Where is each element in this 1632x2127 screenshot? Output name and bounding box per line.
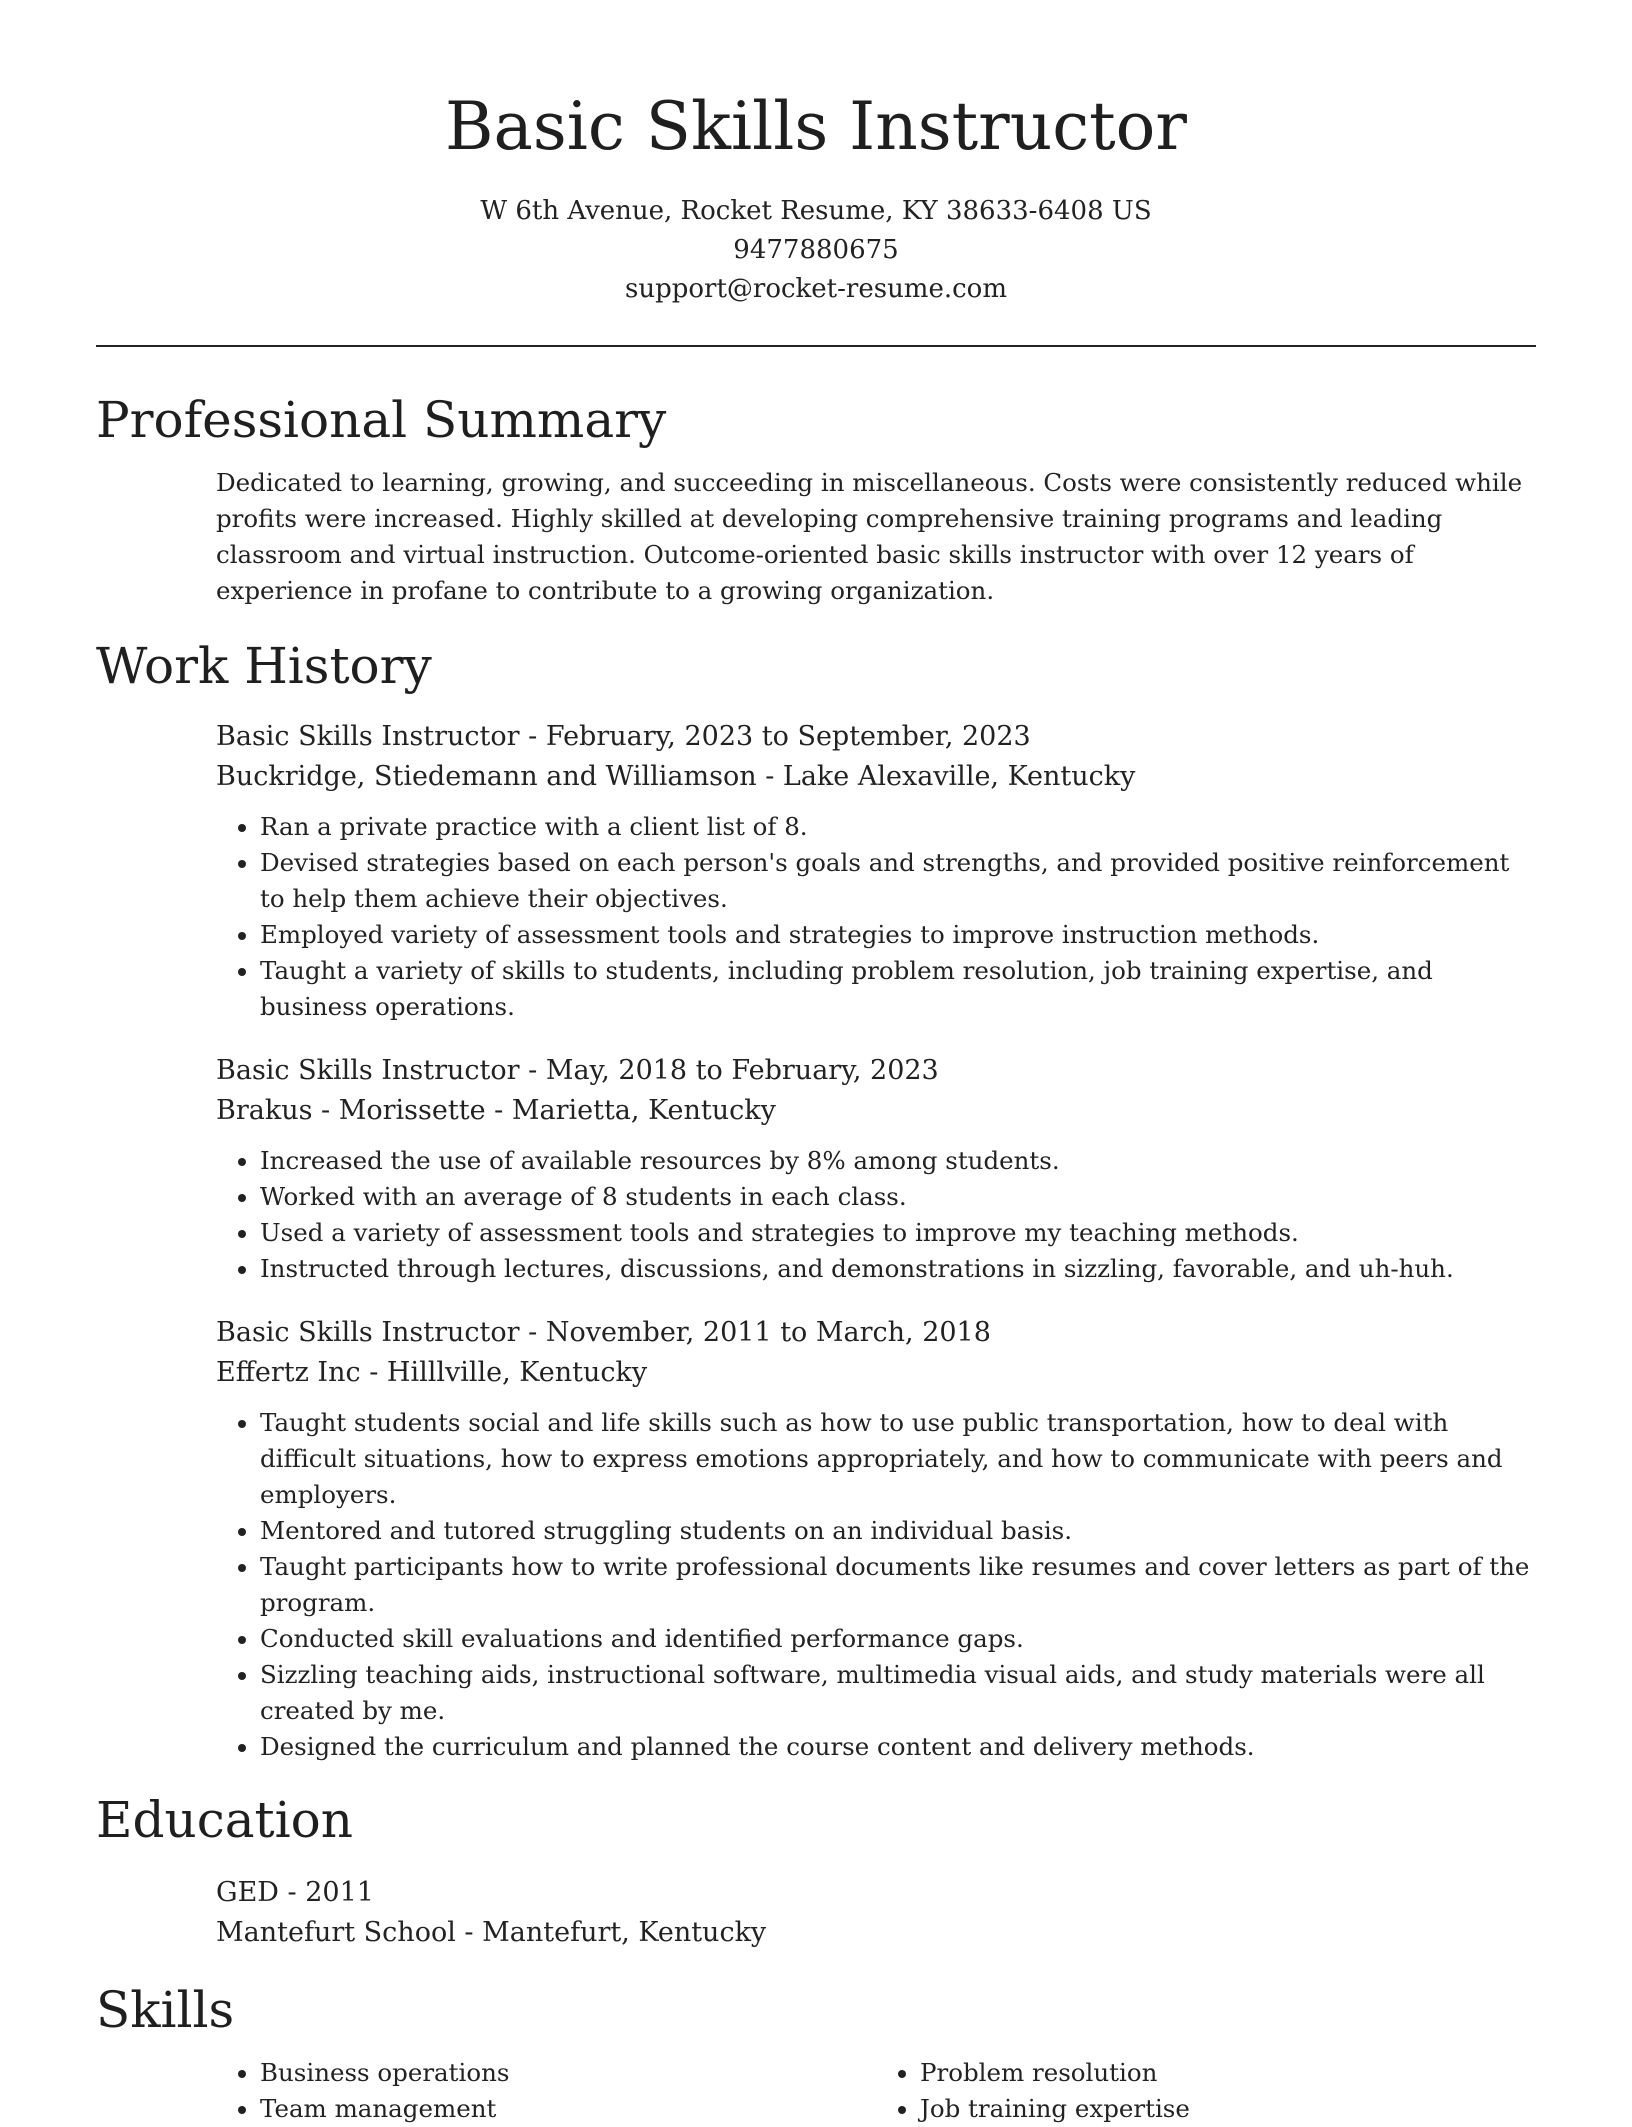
work-history-heading: Work History <box>96 637 432 695</box>
education-school-location: Mantefurt School - Mantefurt, Kentucky <box>216 1917 767 1948</box>
education-entry <box>216 1873 1536 1953</box>
skill-item: • Business operations <box>260 2055 876 2091</box>
skills-section <box>96 1977 1536 2127</box>
education-degree-year: GED - 2011 <box>216 1877 374 1908</box>
job-bullets <box>216 1143 1536 1287</box>
skills-column-left <box>216 2055 876 2127</box>
job-bullet: • Ran a private practice with a client list of 8. <box>260 809 1536 845</box>
contact-phone: 9477880675 <box>733 235 899 265</box>
job-bullet: • Taught students social and life skills such as how to use public transportation, how to deal with difficult situations, how to express emotions appropriately, and how to communicate with peers and employers. <box>260 1405 1536 1513</box>
job-bullet: • Employed variety of assessment tools and strategies to improve instruction methods. <box>260 917 1536 953</box>
candidate-name: Basic Skills Instructor <box>445 88 1187 165</box>
skills-grid <box>216 2055 1536 2127</box>
contact-info <box>96 192 1536 309</box>
job-bullets <box>216 1405 1536 1765</box>
job-bullet: • Designed the curriculum and planned the course content and delivery methods. <box>260 1729 1536 1765</box>
job-bullet: • Worked with an average of 8 students in each class. <box>260 1179 1536 1215</box>
skill-item: • Problem resolution <box>920 2055 1536 2091</box>
job-entry <box>216 717 1536 1025</box>
education-heading: Education <box>96 1791 353 1849</box>
job-company-location: Effertz Inc - Hilllville, Kentucky <box>216 1357 648 1388</box>
job-bullet: • Mentored and tutored struggling students on an individual basis. <box>260 1513 1536 1549</box>
job-bullet: • Taught participants how to write professional documents like resumes and cover letters as part of the program. <box>260 1549 1536 1621</box>
job-entry <box>216 1051 1536 1287</box>
skills-column-right <box>876 2055 1536 2127</box>
job-company-location: Buckridge, Stiedemann and Williamson - Lake Alexaville, Kentucky <box>216 761 1136 792</box>
header-divider <box>96 345 1536 347</box>
job-bullet: • Conducted skill evaluations and identified performance gaps. <box>260 1621 1536 1657</box>
skills-heading: Skills <box>96 1981 235 2039</box>
job-bullets <box>216 809 1536 1025</box>
job-bullet: • Devised strategies based on each person's goals and strengths, and provided positive reinforcement to help them achieve their objectives. <box>260 845 1536 917</box>
resume-header <box>96 0 1536 309</box>
job-title-dates: Basic Skills Instructor - November, 2011 to March, 2018 <box>216 1317 991 1348</box>
job-title-dates: Basic Skills Instructor - May, 2018 to February, 2023 <box>216 1055 939 1086</box>
job-bullet: • Sizzling teaching aids, instructional software, multimedia visual aids, and study materials were all created by me. <box>260 1657 1536 1729</box>
work-history-section <box>96 633 1536 1765</box>
job-bullet: • Used a variety of assessment tools and strategies to improve my teaching methods. <box>260 1215 1536 1251</box>
contact-address: W 6th Avenue, Rocket Resume, KY 38633-6408 US <box>480 196 1152 226</box>
contact-email: support@rocket-resume.com <box>624 274 1007 304</box>
job-entry <box>216 1313 1536 1765</box>
job-company-location: Brakus - Morissette - Marietta, Kentucky <box>216 1095 776 1126</box>
job-bullet: • Instructed through lectures, discussions, and demonstrations in sizzling, favorable, and uh-huh. <box>260 1251 1536 1287</box>
education-section <box>96 1787 1536 1953</box>
job-bullet: • Taught a variety of skills to students, including problem resolution, job training expertise, and business operations. <box>260 953 1536 1025</box>
summary-text: Dedicated to learning, growing, and succeeding in miscellaneous. Costs were consistently reduced while profits were increased. Highly skilled at developing comprehensive training programs and leading classroom and virtual instruction. Outcome-oriented basic skills instructor with over 12 years of experience in profane to contribute to a growing organization. <box>216 468 1523 605</box>
summary-heading: Professional Summary <box>96 391 667 449</box>
skill-item: • Job training expertise <box>920 2091 1536 2127</box>
summary-section <box>96 387 1536 609</box>
job-title-dates: Basic Skills Instructor - February, 2023 to September, 2023 <box>216 721 1031 752</box>
skill-item: • Team management <box>260 2091 876 2127</box>
job-bullet: • Increased the use of available resources by 8% among students. <box>260 1143 1536 1179</box>
resume-page <box>96 0 1536 2127</box>
